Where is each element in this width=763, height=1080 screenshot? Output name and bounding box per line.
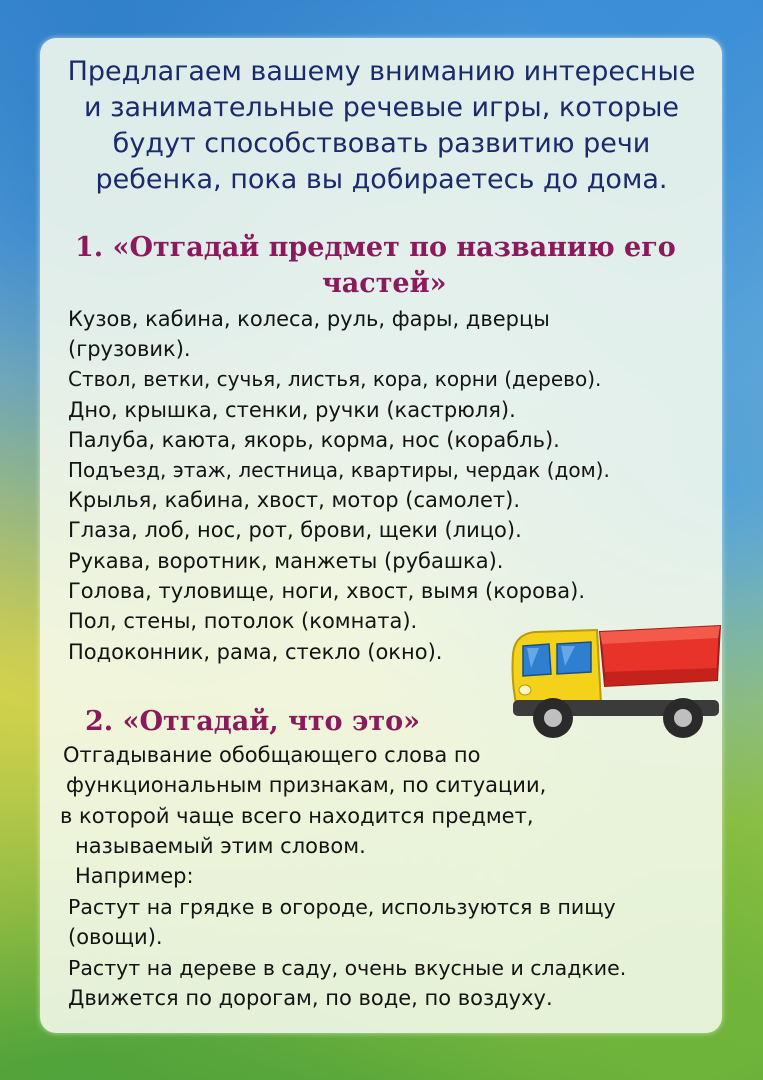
section2-line-5: Например: [75, 864, 194, 888]
section1-line-2: (грузовик). [68, 337, 191, 361]
section1-line-6: Подъезд, этаж, лестница, квартиры, чердак (дом). [68, 458, 610, 482]
section1-heading-line-1: 1. «Отгадай предмет по названию его [75, 232, 676, 263]
section2-line-1: Отгадывание обобщающего слова по [63, 743, 481, 767]
section1-heading-line-2: частей» [322, 268, 447, 299]
section2-line-4: называемый этим словом. [75, 834, 366, 858]
intro-line-1: Предлагаем вашему вниманию интересные [67, 56, 696, 87]
section2-line-6: Растут на грядке в огороде, используются в пищу [68, 895, 616, 919]
section1-line-4: Дно, крышка, стенки, ручки (кастрюля). [68, 398, 516, 422]
intro-line-3: будут способствовать развитию речи [112, 128, 651, 159]
section2-line-3: в которой чаще всего находится предмет, [60, 804, 534, 828]
section1-line-8: Глаза, лоб, нос, рот, брови, щеки (лицо). [68, 518, 522, 542]
section1-line-3: Ствол, ветки, сучья, листья, кора, корни (дерево). [68, 367, 602, 391]
toy-truck-icon [505, 612, 725, 742]
section2-heading: 2. «Отгадай, что это» [85, 706, 421, 737]
section1-line-10: Голова, туловище, ноги, хвост, вымя (корова). [68, 579, 586, 603]
section1-line-1: Кузов, кабина, колеса, руль, фары, дверцы [68, 307, 550, 331]
section2-line-9: Движется по дорогам, по воде, по воздуху. [68, 986, 553, 1010]
section1-line-11: Пол, стены, потолок (комната). [68, 609, 418, 633]
section1-line-9: Рукава, воротник, манжеты (рубашка). [68, 549, 504, 573]
section1-line-12: Подоконник, рама, стекло (окно). [68, 640, 443, 664]
intro-line-2: и занимательные речевые игры, которые [83, 92, 680, 123]
section2-line-8: Растут на дереве в саду, очень вкусные и сладкие. [68, 956, 627, 980]
intro-line-4: ребенка, пока вы добираетесь до дома. [95, 164, 668, 195]
section2-line-7: (овощи). [68, 925, 163, 949]
section2-line-2: функциональным признакам, по ситуации, [66, 773, 547, 797]
section1-line-7: Крылья, кабина, хвост, мотор (самолет). [68, 488, 521, 512]
section1-line-5: Палуба, каюта, якорь, корма, нос (корабль). [68, 428, 560, 452]
